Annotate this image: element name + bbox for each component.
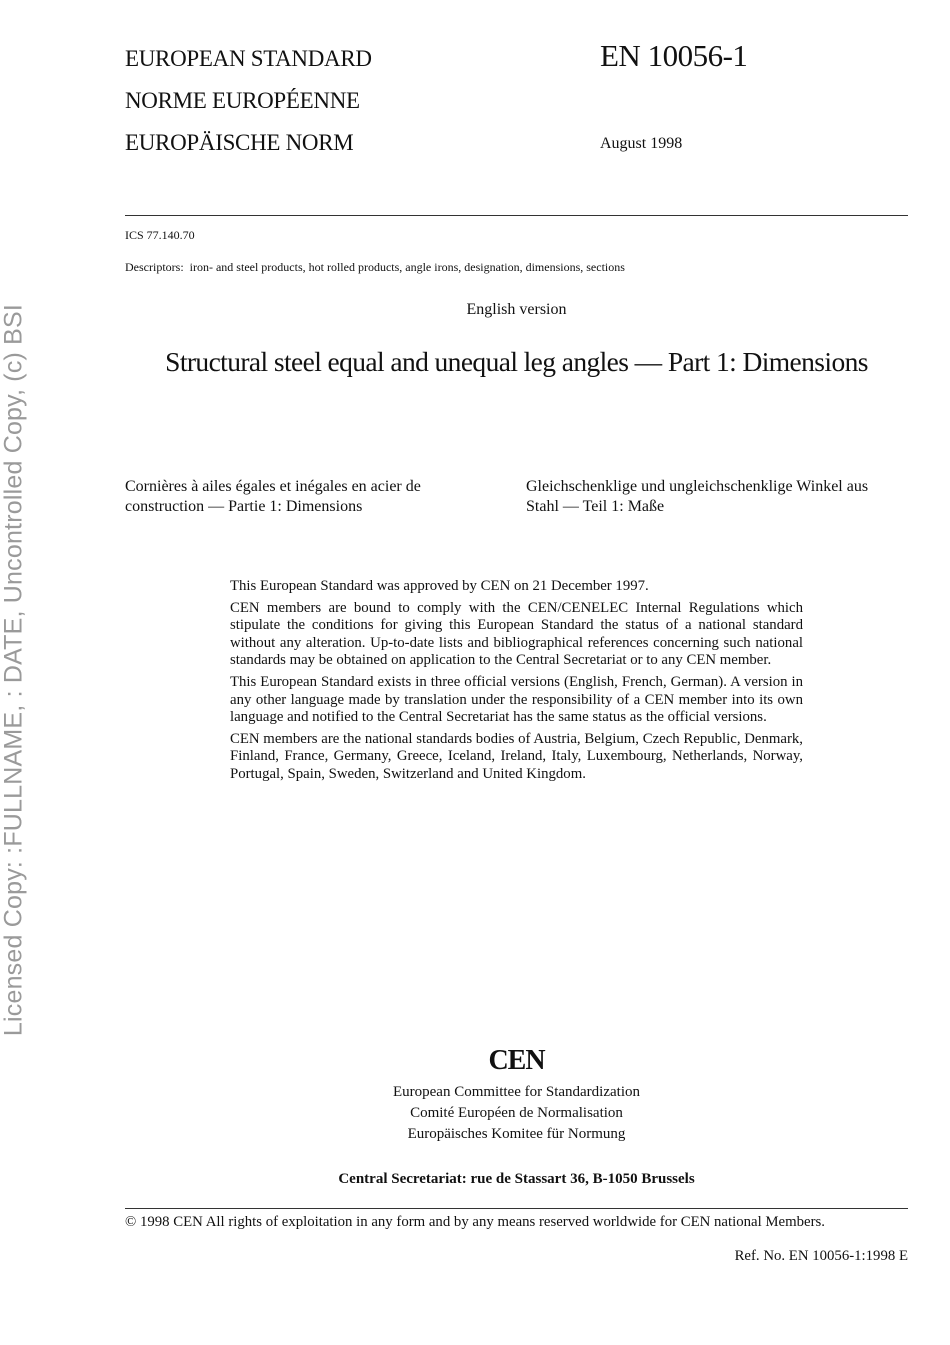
ics-code: ICS 77.140.70 [125, 228, 195, 242]
french-title: Cornières à ailes égales et inégales en acier de construction — Partie 1: Dimensions [125, 478, 421, 515]
standard-name-french: NORME EUROPÉENNE [125, 88, 360, 113]
header-divider [125, 215, 908, 216]
descriptors-value: iron- and steel products, hot rolled products, angle irons, designation, dimensions, sections [189, 260, 625, 274]
german-title: Gleichschenklige und ungleichschenklige Winkel aus Stahl — Teil 1: Maße [526, 478, 869, 515]
licensed-copy-watermark: Licensed Copy: :FULLNAME, : DATE, Uncontrolled Copy, (c) BSI [0, 303, 28, 1037]
cen-names [125, 1082, 908, 1145]
cen-name-english: European Committee for Standardization [392, 1084, 640, 1100]
publication-date: August 1998 [600, 135, 683, 152]
versions-paragraph: This European Standard exists in three official versions (English, French, German). A version in any other language made by translation under the responsibility of a CEN member into its own language and notified to the Central Secretariat has the same status as the official versions. [230, 673, 803, 726]
cen-name-german: Europäisches Komitee für Normung [407, 1126, 626, 1142]
approval-text-block [230, 578, 803, 788]
central-secretariat-address: Central Secretariat: rue de Stassart 36, B-1050 Brussels [338, 1171, 695, 1187]
reference-number: Ref. No. EN 10056-1:1998 E [734, 1248, 908, 1264]
approval-paragraph: This European Standard was approved by CEN on 21 December 1997. [230, 578, 649, 594]
cen-name-french: Comité Européen de Normalisation [410, 1105, 623, 1121]
descriptors-line [125, 260, 625, 275]
descriptors-label: Descriptors: [125, 260, 184, 274]
cen-logo: CEN [488, 1045, 545, 1076]
footer-divider [125, 1208, 908, 1209]
compliance-paragraph: CEN members are bound to comply with the CEN/CENELEC Internal Regulations which stipulate the conditions for giving this European Standard the status of a national standard without any alteration. Up-to-date lists and bibliographical references concerning such national standards may be obtained on application to the Central Secretariat or to any CEN member. [230, 599, 803, 669]
standard-name-german: EUROPÄISCHE NORM [125, 130, 354, 155]
members-paragraph: CEN members are the national standards bodies of Austria, Belgium, Czech Republic, Denmark, Finland, France, Germany, Greece, Iceland, Ireland, Italy, Luxembourg, Netherlands, Norway, Portugal, Spain, Sweden, Switzerland and United Kingdom. [230, 730, 803, 782]
document-title: Structural steel equal and unequal leg angles — Part 1: Dimensions [165, 346, 868, 377]
copyright-notice: © 1998 CEN All rights of exploitation in any form and by any means reserved worldwide for CEN national Members. [125, 1214, 825, 1230]
english-version-label: English version [466, 301, 567, 318]
standard-number: EN 10056-1 [600, 38, 748, 73]
standard-name-english: EUROPEAN STANDARD [125, 46, 372, 71]
